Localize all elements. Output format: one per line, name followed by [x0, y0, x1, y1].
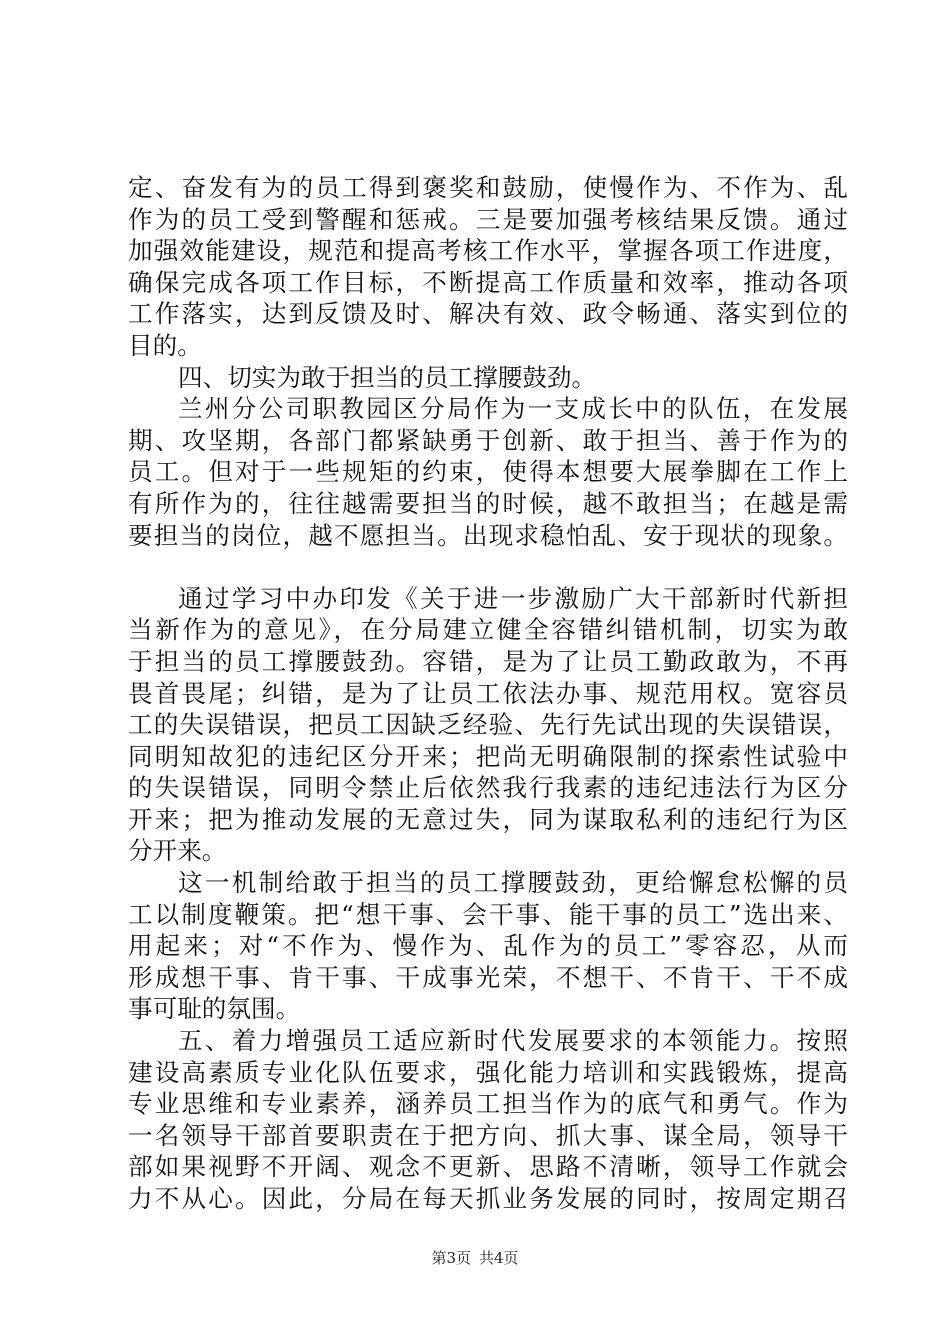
text-line: 工的失误错误，把员工因缺乏经验、先行先试出现的失误错误，: [128, 710, 848, 740]
text-line: 分开来。: [128, 836, 227, 866]
text-line: 开来；把为推动发展的无意过失，同为谋取私利的违纪行为区: [128, 804, 848, 834]
text-line: 目的。: [128, 330, 202, 360]
paragraph-start: 通过学习中办印发《关于进一步激励广大干部新时代新担: [178, 583, 848, 613]
section-heading: 五、着力增强员工适应新时代发展要求的本领能力。按照: [178, 1026, 848, 1056]
text-line: 同明知故犯的违纪区分开来；把尚无明确限制的探索性试验中: [128, 741, 848, 771]
text-line: 作为的员工受到警醒和惩戒。三是要加强考核结果反馈。通过: [128, 204, 848, 234]
text-line: 当新作为的意见》，在分局建立健全容错纠错机制，切实为敢: [128, 615, 848, 645]
text-line: 于担当的员工撑腰鼓劲。容错，是为了让员工勤政敢为，不再: [128, 646, 848, 676]
text-line: 期、攻坚期，各部门都紧缺勇于创新、敢于担当、善于作为的: [128, 425, 848, 455]
text-line: 事可耻的氛围。: [128, 994, 301, 1024]
page-number: 第3页: [431, 1249, 471, 1267]
text-line: 力不从心。因此，分局在每天抓业务发展的同时，按周定期召: [128, 1184, 848, 1213]
section-heading: 四、切实为敢于担当的员工撑腰鼓劲。: [178, 362, 597, 392]
document-body: [128, 172, 848, 1215]
text-line: 工作落实，达到反馈及时、解决有效、政令畅通、落实到位的: [128, 299, 848, 329]
blank-line: [128, 551, 848, 583]
page-total: 共4页: [479, 1249, 519, 1267]
text-line: 定、奋发有为的员工得到褒奖和鼓励，使慢作为、不作为、乱: [128, 173, 848, 202]
page-footer: [0, 1248, 950, 1268]
text-line: 的失误错误，同明令禁止后依然我行我素的违纪违法行为区分: [128, 773, 848, 803]
paragraph-start: 兰州分公司职教园区分局作为一支成长中的队伍，在发展: [178, 394, 848, 424]
text-line: 畏首畏尾；纠错，是为了让员工依法办事、规范用权。宽容员: [128, 678, 848, 708]
text-line: 一名领导干部首要职责在于把方向、抓大事、谋全局，领导干: [128, 1120, 848, 1150]
text-line: 形成想干事、肯干事、干成事光荣，不想干、不肯干、干不成: [128, 962, 848, 992]
text-line: 建设高素质专业化队伍要求，强化能力培训和实践锻炼，提高: [128, 1057, 848, 1087]
text-line: 确保完成各项工作目标，不断提高工作质量和效率，推动各项: [128, 267, 848, 297]
text-line: 员工。但对于一些规矩的约束，使得本想要大展拳脚在工作上: [128, 457, 848, 487]
text-line: 工以制度鞭策。把“想干事、会干事、能干事的员工”选出来、: [128, 899, 848, 929]
text-line: 用起来；对“不作为、慢作为、乱作为的员工”零容忍，从而: [128, 931, 848, 961]
text-line: 专业思维和专业素养，涵养员工担当作为的底气和勇气。作为: [128, 1089, 848, 1119]
text-line: 加强效能建设，规范和提高考核工作水平，掌握各项工作进度，: [128, 236, 848, 266]
text-line: 有所作为的，往往越需要担当的时候，越不敢担当；在越是需: [128, 488, 848, 518]
text-line: 要担当的岗位，越不愿担当。出现求稳怕乱、安于现状的现象。: [128, 520, 848, 550]
paragraph-start: 这一机制给敢于担当的员工撑腰鼓劲，更给懈怠松懈的员: [178, 868, 848, 898]
text-line: 部如果视野不开阔、观念不更新、思路不清晰，领导工作就会: [128, 1152, 848, 1182]
